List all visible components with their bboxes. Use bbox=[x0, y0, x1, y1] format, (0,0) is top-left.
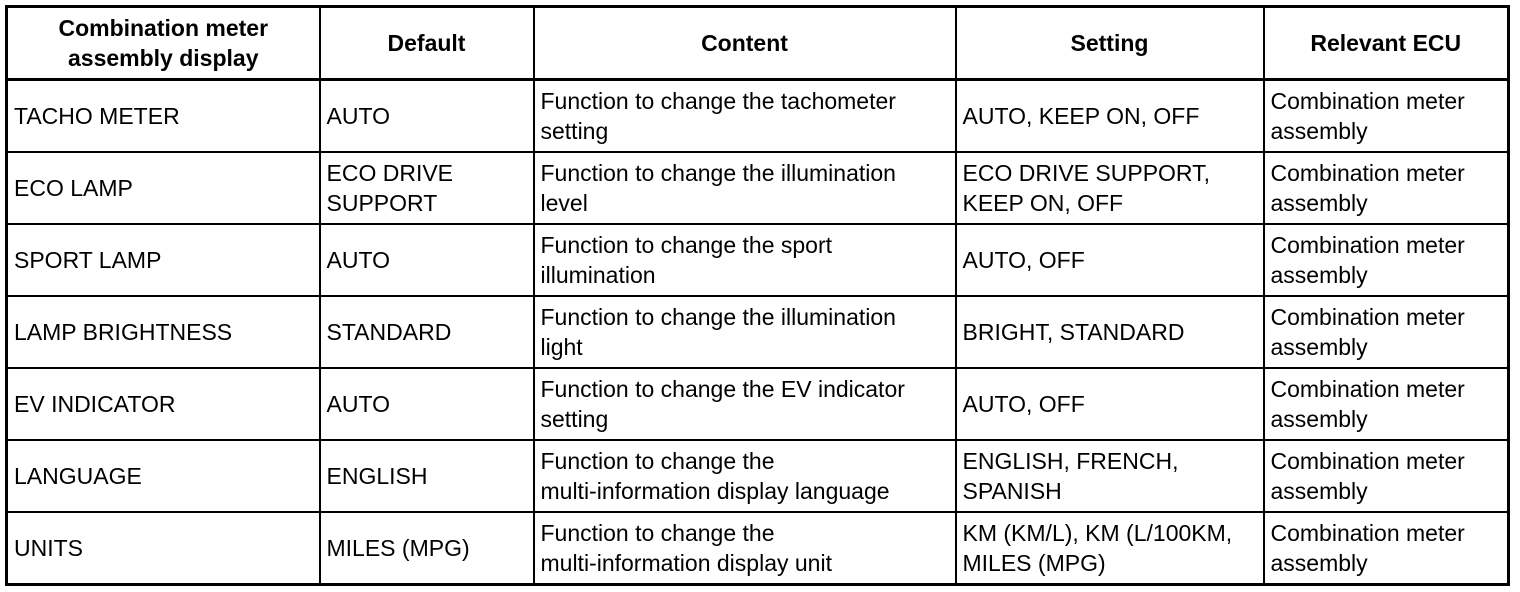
cell-default: AUTO bbox=[320, 224, 534, 296]
cell-setting: AUTO, OFF bbox=[956, 224, 1264, 296]
table-row bbox=[7, 368, 1509, 440]
cell-default: ENGLISH bbox=[320, 440, 534, 512]
header-content: Content bbox=[534, 7, 956, 80]
cell-default: AUTO bbox=[320, 80, 534, 153]
settings-table-container bbox=[5, 5, 1507, 585]
cell-setting: KM (KM/L), KM (L/100KM, MILES (MPG) bbox=[956, 512, 1264, 585]
cell-display: EV INDICATOR bbox=[7, 368, 320, 440]
cell-setting: BRIGHT, STANDARD bbox=[956, 296, 1264, 368]
header-relevant-ecu: Relevant ECU bbox=[1264, 7, 1509, 80]
cell-ecu: Combination meter assembly bbox=[1264, 224, 1509, 296]
table-row bbox=[7, 296, 1509, 368]
cell-content: Function to change the multi-information display unit bbox=[534, 512, 956, 585]
cell-ecu: Combination meter assembly bbox=[1264, 152, 1509, 224]
table-row bbox=[7, 152, 1509, 224]
cell-content: Function to change the multi-information display language bbox=[534, 440, 956, 512]
cell-content: Function to change the illumination level bbox=[534, 152, 956, 224]
table-row bbox=[7, 80, 1509, 153]
cell-setting: AUTO, OFF bbox=[956, 368, 1264, 440]
table-row bbox=[7, 440, 1509, 512]
cell-default: AUTO bbox=[320, 368, 534, 440]
cell-display: SPORT LAMP bbox=[7, 224, 320, 296]
table-header-row bbox=[7, 7, 1509, 80]
header-default: Default bbox=[320, 7, 534, 80]
cell-display: TACHO METER bbox=[7, 80, 320, 153]
cell-display: LAMP BRIGHTNESS bbox=[7, 296, 320, 368]
header-display: Combination meter assembly display bbox=[7, 7, 320, 80]
cell-ecu: Combination meter assembly bbox=[1264, 296, 1509, 368]
cell-ecu: Combination meter assembly bbox=[1264, 80, 1509, 153]
cell-setting: ENGLISH, FRENCH, SPANISH bbox=[956, 440, 1264, 512]
table-row bbox=[7, 224, 1509, 296]
cell-content: Function to change the tachometer setting bbox=[534, 80, 956, 153]
cell-default: STANDARD bbox=[320, 296, 534, 368]
cell-ecu: Combination meter assembly bbox=[1264, 440, 1509, 512]
cell-setting: AUTO, KEEP ON, OFF bbox=[956, 80, 1264, 153]
table-row bbox=[7, 512, 1509, 585]
cell-content: Function to change the EV indicator setting bbox=[534, 368, 956, 440]
header-setting: Setting bbox=[956, 7, 1264, 80]
cell-content: Function to change the sport illumination bbox=[534, 224, 956, 296]
cell-display: UNITS bbox=[7, 512, 320, 585]
cell-ecu: Combination meter assembly bbox=[1264, 368, 1509, 440]
cell-display: ECO LAMP bbox=[7, 152, 320, 224]
cell-display: LANGUAGE bbox=[7, 440, 320, 512]
cell-content: Function to change the illumination light bbox=[534, 296, 956, 368]
cell-default: ECO DRIVE SUPPORT bbox=[320, 152, 534, 224]
combination-meter-settings-table bbox=[5, 5, 1510, 586]
cell-ecu: Combination meter assembly bbox=[1264, 512, 1509, 585]
cell-setting: ECO DRIVE SUPPORT, KEEP ON, OFF bbox=[956, 152, 1264, 224]
cell-default: MILES (MPG) bbox=[320, 512, 534, 585]
